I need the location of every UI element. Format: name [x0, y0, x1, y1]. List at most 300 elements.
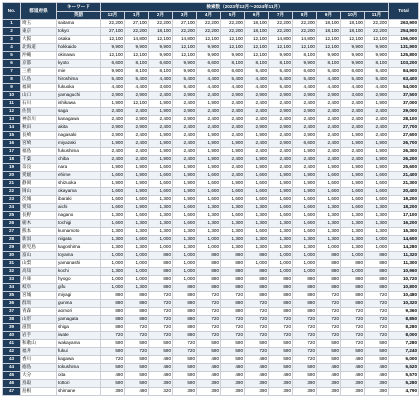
table-row	[3, 204, 419, 212]
value-cell: 2,400	[221, 132, 245, 140]
value-cell: 2,900	[245, 124, 269, 132]
value-cell: 1,600	[317, 188, 341, 196]
value-cell: 880	[197, 284, 221, 292]
value-cell: 880	[245, 268, 269, 276]
value-cell: 390	[245, 388, 269, 396]
value-cell: 18,100	[149, 28, 173, 36]
table-row	[3, 196, 419, 204]
value-cell: 1,600	[341, 196, 365, 204]
value-cell: 880	[341, 260, 365, 268]
value-cell: 1,900	[125, 172, 149, 180]
value-cell: 1,000	[125, 268, 149, 276]
value-cell: 880	[173, 308, 197, 316]
value-cell: 12,100	[365, 36, 389, 44]
value-cell: 2,400	[173, 140, 197, 148]
value-cell: 1,000	[293, 252, 317, 260]
value-cell: 5,400	[317, 68, 341, 76]
value-cell: 880	[173, 292, 197, 300]
value-cell: 880	[197, 252, 221, 260]
value-cell: 1,300	[197, 220, 221, 228]
value-cell: 480	[197, 364, 221, 372]
total-cell: 29,000	[389, 108, 419, 116]
value-cell: 880	[197, 268, 221, 276]
value-cell: 590	[341, 348, 365, 356]
total-cell: 10,320	[389, 300, 419, 308]
value-cell: 720	[365, 324, 389, 332]
value-cell: 1,600	[149, 188, 173, 196]
prefecture-cell: 島根	[21, 388, 57, 396]
value-cell: 390	[269, 388, 293, 396]
value-cell: 4,400	[245, 76, 269, 84]
value-cell: 1,300	[125, 228, 149, 236]
value-cell: 480	[197, 356, 221, 364]
value-cell: 720	[125, 324, 149, 332]
total-cell: 6,000	[389, 356, 419, 364]
value-cell: 590	[269, 364, 293, 372]
value-cell: 1,900	[101, 140, 125, 148]
value-cell: 1,300	[125, 220, 149, 228]
value-cell: 1,300	[101, 212, 125, 220]
value-cell: 2,900	[293, 132, 317, 140]
value-cell: 1,900	[149, 100, 173, 108]
value-cell: 2,900	[173, 92, 197, 100]
keyword-cell: kochi	[57, 268, 101, 276]
value-cell: 880	[173, 284, 197, 292]
row-number: 38	[3, 316, 21, 324]
table-body	[3, 20, 419, 396]
value-cell: 590	[173, 372, 197, 380]
value-cell: 1,600	[197, 188, 221, 196]
prefecture-cell: 大阪	[21, 36, 57, 44]
value-cell: 880	[317, 252, 341, 260]
keyword-cell: hokkaido	[57, 44, 101, 52]
table-row	[3, 212, 419, 220]
value-cell: 1,600	[293, 196, 317, 204]
value-cell: 880	[245, 284, 269, 292]
value-cell: 1,000	[125, 252, 149, 260]
table-row	[3, 308, 419, 316]
value-cell: 1,600	[317, 172, 341, 180]
value-cell: 880	[197, 276, 221, 284]
total-cell: 11,300	[389, 260, 419, 268]
value-cell: 1,300	[365, 204, 389, 212]
table-row	[3, 68, 419, 76]
row-number: 29	[3, 244, 21, 252]
table-row	[3, 380, 419, 388]
value-cell: 880	[125, 308, 149, 316]
value-cell: 2,400	[101, 156, 125, 164]
value-cell: 2,400	[317, 132, 341, 140]
value-cell: 1,900	[173, 172, 197, 180]
value-cell: 1,600	[125, 236, 149, 244]
value-cell: 2,400	[197, 92, 221, 100]
value-cell: 480	[341, 372, 365, 380]
keyword-cell: ehime	[57, 172, 101, 180]
value-cell: 1,600	[149, 180, 173, 188]
value-cell: 720	[245, 316, 269, 324]
table-row	[3, 100, 419, 108]
value-cell: 1,300	[101, 244, 125, 252]
prefecture-cell: 兵庫	[21, 276, 57, 284]
total-cell: 125,800	[389, 52, 419, 60]
value-cell: 590	[293, 372, 317, 380]
value-cell: 2,400	[221, 100, 245, 108]
value-cell: 880	[221, 252, 245, 260]
value-cell: 720	[173, 340, 197, 348]
value-cell: 1,600	[293, 228, 317, 236]
header-keyword: キーワード	[57, 3, 101, 12]
total-cell: 25,600	[389, 164, 419, 172]
value-cell: 5,400	[269, 68, 293, 76]
prefecture-cell: 京都	[21, 60, 57, 68]
value-cell: 12,100	[149, 36, 173, 44]
prefecture-cell: 愛知	[21, 204, 57, 212]
value-cell: 1,000	[173, 276, 197, 284]
prefecture-cell: 三重	[21, 68, 57, 76]
value-cell: 480	[365, 364, 389, 372]
value-cell: 720	[341, 316, 365, 324]
value-cell: 880	[269, 292, 293, 300]
value-cell: 1,000	[149, 244, 173, 252]
prefecture-cell: 岐阜	[21, 284, 57, 292]
value-cell: 880	[341, 276, 365, 284]
row-number: 6	[3, 60, 21, 68]
header-month: 10月	[341, 12, 365, 20]
value-cell: 1,600	[317, 196, 341, 204]
total-cell: 6,520	[389, 364, 419, 372]
keyword-cell: shizuoka	[57, 180, 101, 188]
total-cell: 15,300	[389, 228, 419, 236]
value-cell: 590	[125, 380, 149, 388]
value-cell: 5,400	[245, 68, 269, 76]
value-cell: 22,200	[269, 20, 293, 28]
value-cell: 880	[149, 260, 173, 268]
value-cell: 590	[245, 340, 269, 348]
value-cell: 12,100	[125, 100, 149, 108]
prefecture-cell: 大分	[21, 372, 57, 380]
value-cell: 2,400	[245, 108, 269, 116]
value-cell: 880	[341, 292, 365, 300]
search-volume-table	[2, 2, 419, 396]
value-cell: 480	[341, 364, 365, 372]
row-number: 42	[3, 348, 21, 356]
value-cell: 5,400	[221, 76, 245, 84]
value-cell: 880	[365, 284, 389, 292]
row-number: 19	[3, 164, 21, 172]
row-number: 26	[3, 220, 21, 228]
value-cell: 1,300	[341, 220, 365, 228]
value-cell: 480	[221, 372, 245, 380]
value-cell: 480	[245, 364, 269, 372]
value-cell: 590	[125, 356, 149, 364]
value-cell: 2,400	[341, 116, 365, 124]
value-cell: 12,100	[245, 44, 269, 52]
value-cell: 720	[341, 332, 365, 340]
value-cell: 12,100	[197, 36, 221, 44]
value-cell: 480	[317, 372, 341, 380]
value-cell: 1,600	[269, 212, 293, 220]
total-cell: 14,600	[389, 236, 419, 244]
total-cell: 27,700	[389, 124, 419, 132]
row-number: 45	[3, 372, 21, 380]
value-cell: 12,100	[173, 52, 197, 60]
value-cell: 5,400	[101, 76, 125, 84]
prefecture-cell: 広島	[21, 76, 57, 84]
value-cell: 720	[293, 356, 317, 364]
value-cell: 6,600	[221, 68, 245, 76]
value-cell: 1,900	[197, 148, 221, 156]
value-cell: 22,200	[149, 20, 173, 28]
table-row	[3, 140, 419, 148]
value-cell: 720	[293, 332, 317, 340]
value-cell: 720	[245, 332, 269, 340]
value-cell: 1,900	[365, 140, 389, 148]
header-month: 8月	[293, 12, 317, 20]
value-cell: 720	[365, 292, 389, 300]
value-cell: 1,900	[125, 188, 149, 196]
value-cell: 1,600	[245, 188, 269, 196]
value-cell: 880	[269, 284, 293, 292]
prefecture-cell: 山梨	[21, 260, 57, 268]
value-cell: 720	[221, 292, 245, 300]
value-cell: 1,900	[245, 156, 269, 164]
total-cell: 4,790	[389, 388, 419, 396]
value-cell: 390	[341, 388, 365, 396]
prefecture-cell: 群馬	[21, 300, 57, 308]
value-cell: 1,900	[149, 140, 173, 148]
keyword-cell: chiba	[57, 156, 101, 164]
value-cell: 1,600	[125, 212, 149, 220]
value-cell: 390	[317, 388, 341, 396]
row-number: 25	[3, 212, 21, 220]
value-cell: 590	[125, 364, 149, 372]
value-cell: 590	[221, 356, 245, 364]
keyword-cell: ibaraki	[57, 196, 101, 204]
value-cell: 6,600	[149, 60, 173, 68]
value-cell: 720	[221, 316, 245, 324]
value-cell: 2,900	[317, 92, 341, 100]
value-cell: 1,300	[173, 244, 197, 252]
value-cell: 12,100	[173, 44, 197, 52]
table-row	[3, 172, 419, 180]
value-cell: 2,400	[317, 156, 341, 164]
total-cell: 21,300	[389, 180, 419, 188]
prefecture-cell: 奈良	[21, 164, 57, 172]
value-cell: 1,900	[365, 100, 389, 108]
value-cell: 2,400	[317, 148, 341, 156]
value-cell: 390	[197, 380, 221, 388]
row-number: 18	[3, 156, 21, 164]
value-cell: 2,400	[317, 100, 341, 108]
value-cell: 22,200	[269, 28, 293, 36]
value-cell: 590	[173, 380, 197, 388]
header-keyword-sub: 英語	[57, 12, 101, 20]
value-cell: 880	[293, 292, 317, 300]
value-cell: 720	[221, 324, 245, 332]
value-cell: 5,400	[293, 76, 317, 84]
keyword-cell: kagoshima	[57, 244, 101, 252]
value-cell: 2,400	[101, 148, 125, 156]
value-cell: 1,900	[317, 164, 341, 172]
total-cell: 28,100	[389, 116, 419, 124]
table-row	[3, 60, 419, 68]
keyword-cell: iwate	[57, 332, 101, 340]
value-cell: 1,300	[365, 220, 389, 228]
value-cell: 390	[341, 380, 365, 388]
row-number: 46	[3, 380, 21, 388]
value-cell: 22,200	[173, 28, 197, 36]
header-prefecture: 都道府県	[21, 3, 57, 20]
value-cell: 1,300	[269, 220, 293, 228]
value-cell: 8,100	[365, 60, 389, 68]
keyword-cell: miyagi	[57, 292, 101, 300]
prefecture-cell: 神奈川	[21, 116, 57, 124]
value-cell: 880	[173, 316, 197, 324]
value-cell: 22,200	[221, 28, 245, 36]
keyword-cell: tottori	[57, 380, 101, 388]
value-cell: 1,900	[125, 180, 149, 188]
value-cell: 2,400	[101, 108, 125, 116]
value-cell: 880	[245, 292, 269, 300]
value-cell: 2,400	[101, 116, 125, 124]
value-cell: 720	[149, 316, 173, 324]
value-cell: 8,100	[125, 68, 149, 76]
value-cell: 1,900	[149, 132, 173, 140]
value-cell: 4,400	[317, 84, 341, 92]
value-cell: 1,900	[101, 100, 125, 108]
table-row	[3, 44, 419, 52]
prefecture-cell: 新潟	[21, 236, 57, 244]
row-number: 9	[3, 84, 21, 92]
value-cell: 18,100	[317, 20, 341, 28]
row-number: 43	[3, 356, 21, 364]
value-cell: 720	[101, 332, 125, 340]
row-number: 23	[3, 196, 21, 204]
value-cell: 22,200	[197, 20, 221, 28]
value-cell: 880	[197, 260, 221, 268]
value-cell: 12,100	[221, 36, 245, 44]
row-number: 16	[3, 140, 21, 148]
table-row	[3, 276, 419, 284]
total-cell: 19,200	[389, 196, 419, 204]
keyword-cell: shimane	[57, 388, 101, 396]
value-cell: 2,400	[341, 156, 365, 164]
value-cell: 1,900	[125, 204, 149, 212]
value-cell: 1,000	[125, 276, 149, 284]
value-cell: 1,300	[365, 228, 389, 236]
value-cell: 880	[365, 260, 389, 268]
value-cell: 2,400	[221, 116, 245, 124]
value-cell: 9,900	[101, 68, 125, 76]
value-cell: 720	[365, 316, 389, 324]
value-cell: 12,100	[317, 44, 341, 52]
value-cell: 1,600	[221, 188, 245, 196]
value-cell: 880	[221, 284, 245, 292]
row-number: 44	[3, 364, 21, 372]
value-cell: 22,200	[365, 28, 389, 36]
value-cell: 590	[101, 380, 125, 388]
value-cell: 27,100	[125, 20, 149, 28]
header-month: 9月	[317, 12, 341, 20]
total-cell: 21,400	[389, 172, 419, 180]
prefecture-cell: 香川	[21, 356, 57, 364]
value-cell: 390	[221, 388, 245, 396]
value-cell: 12,100	[293, 44, 317, 52]
value-cell: 880	[365, 268, 389, 276]
value-cell: 2,400	[269, 100, 293, 108]
keyword-cell: mie	[57, 68, 101, 76]
value-cell: 4,400	[221, 84, 245, 92]
value-cell: 880	[317, 276, 341, 284]
header-month: 5月	[221, 12, 245, 20]
row-number: 37	[3, 308, 21, 316]
prefecture-cell: 山形	[21, 316, 57, 324]
value-cell: 1,900	[365, 156, 389, 164]
value-cell: 720	[317, 324, 341, 332]
value-cell: 1,900	[149, 108, 173, 116]
value-cell: 8,100	[317, 60, 341, 68]
value-cell: 720	[101, 356, 125, 364]
value-cell: 1,600	[365, 180, 389, 188]
keyword-cell: yamagata	[57, 316, 101, 324]
value-cell: 1,300	[149, 196, 173, 204]
value-cell: 22,200	[221, 20, 245, 28]
row-number: 40	[3, 332, 21, 340]
value-cell: 880	[173, 300, 197, 308]
row-number: 1	[3, 20, 21, 28]
value-cell: 2,400	[341, 124, 365, 132]
value-cell: 590	[101, 340, 125, 348]
value-cell: 1,000	[101, 276, 125, 284]
header-no: No.	[3, 3, 21, 20]
value-cell: 1,900	[365, 164, 389, 172]
value-cell: 2,400	[269, 164, 293, 172]
keyword-cell: tokyo	[57, 28, 101, 36]
value-cell: 1,000	[173, 252, 197, 260]
prefecture-cell: 千葉	[21, 156, 57, 164]
value-cell: 22,200	[125, 28, 149, 36]
value-cell: 1,600	[173, 204, 197, 212]
value-cell: 9,900	[125, 44, 149, 52]
value-cell: 12,100	[245, 52, 269, 60]
value-cell: 1,900	[293, 180, 317, 188]
value-cell: 2,900	[125, 116, 149, 124]
row-number: 22	[3, 188, 21, 196]
value-cell: 2,900	[269, 108, 293, 116]
value-cell: 8,100	[125, 60, 149, 68]
value-cell: 2,400	[197, 116, 221, 124]
value-cell: 1,300	[341, 236, 365, 244]
value-cell: 1,900	[341, 132, 365, 140]
value-cell: 590	[269, 348, 293, 356]
value-cell: 720	[245, 300, 269, 308]
value-cell: 1,900	[341, 140, 365, 148]
value-cell: 880	[341, 284, 365, 292]
value-cell: 1,600	[293, 204, 317, 212]
value-cell: 480	[221, 364, 245, 372]
value-cell: 1,900	[173, 196, 197, 204]
value-cell: 1,300	[317, 212, 341, 220]
table-row	[3, 244, 419, 252]
value-cell: 6,600	[293, 140, 317, 148]
value-cell: 1,600	[269, 196, 293, 204]
value-cell: 2,400	[197, 108, 221, 116]
prefecture-cell: 茨城	[21, 196, 57, 204]
header-month: 1月	[125, 12, 149, 20]
total-cell: 10,960	[389, 268, 419, 276]
value-cell: 320	[149, 388, 173, 396]
value-cell: 1,000	[101, 284, 125, 292]
